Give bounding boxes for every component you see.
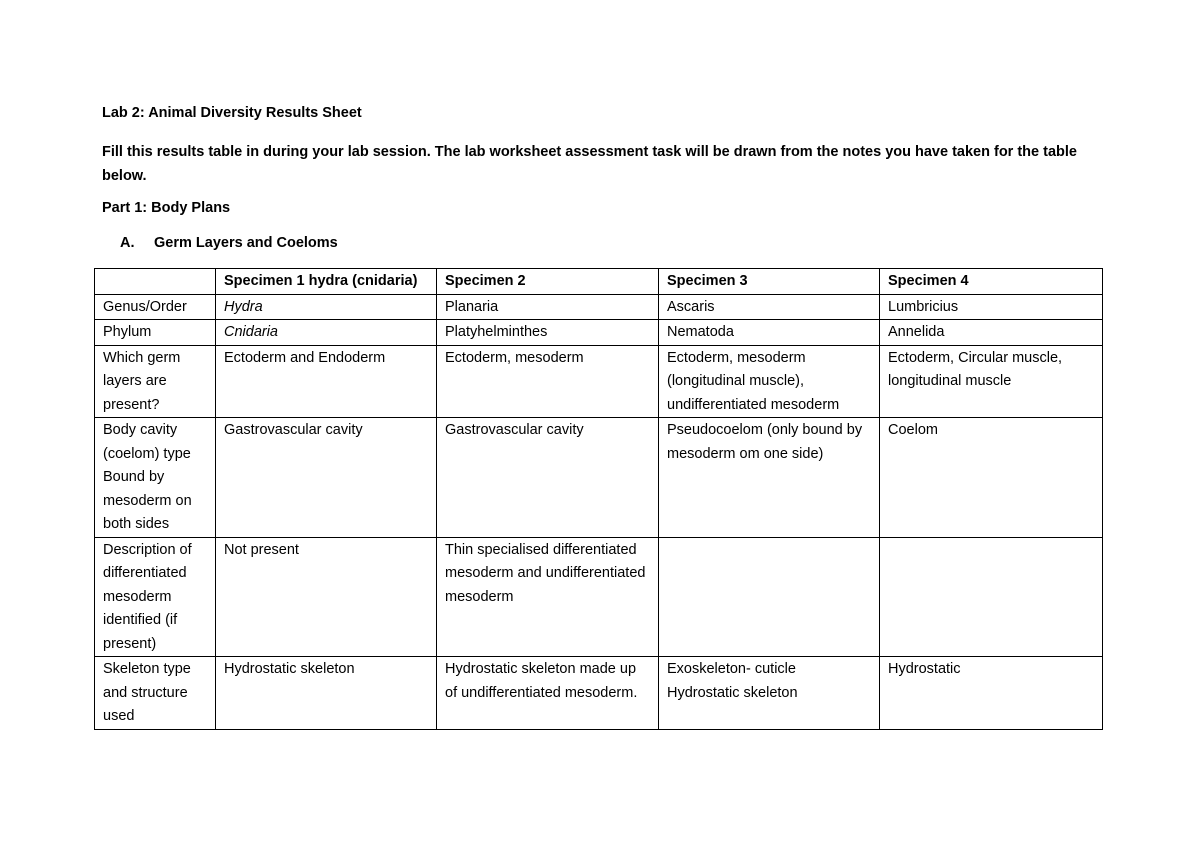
table-cell: Ectoderm, Circular muscle, longitudinal muscle [880,345,1103,418]
table-row-germ-layers [95,345,1103,418]
header-row [95,269,1103,295]
header-cell-blank [95,269,216,295]
header-cell-specimen-1: Specimen 1 hydra (cnidaria) [216,269,437,295]
part-heading: Part 1: Body Plans [102,200,231,216]
table-cell: Coelom [880,418,1103,538]
table-cell: Pseudocoelom (only bound by mesoderm om one side) [659,418,880,538]
intro-paragraph: Fill this results table in during your lab session. The lab worksheet assessment task will be drawn from the notes you have taken for the table below. [102,144,1077,184]
section-title: Germ Layers and Coeloms [154,235,338,251]
document-title: Lab 2: Animal Diversity Results Sheet [102,105,362,121]
row-label: Body cavity (coelom) type Bound by mesoderm on both sides [95,418,216,538]
row-label: Skeleton type and structure used [95,657,216,730]
row-label: Genus/Order [95,294,216,320]
header-cell-specimen-3: Specimen 3 [659,269,880,295]
table-cell: Hydrostatic [880,657,1103,730]
table-cell: Annelida [880,320,1103,346]
table-cell: Nematoda [659,320,880,346]
table-cell: Ectoderm and Endoderm [216,345,437,418]
section-letter: A. [120,235,135,251]
table-cell: Hydra [216,294,437,320]
table-cell [880,537,1103,657]
table-row-skeleton [95,657,1103,730]
row-label: Which germ layers are present? [95,345,216,418]
table-cell: Lumbricius [880,294,1103,320]
header-cell-specimen-2: Specimen 2 [437,269,659,295]
table-cell: Ectoderm, mesoderm (longitudinal muscle), undifferentiated mesoderm [659,345,880,418]
table-row-body-cavity [95,418,1103,538]
table-cell [659,537,880,657]
table-cell: Ectoderm, mesoderm [437,345,659,418]
results-table [94,268,1103,730]
table-row-mesoderm-description [95,537,1103,657]
row-label: Phylum [95,320,216,346]
table-cell: Hydrostatic skeleton made up of undifferentiated mesoderm. [437,657,659,730]
table-cell: Not present [216,537,437,657]
table-cell: Ascaris [659,294,880,320]
header-cell-specimen-4: Specimen 4 [880,269,1103,295]
table-cell: Planaria [437,294,659,320]
table-cell: Cnidaria [216,320,437,346]
table-cell: Thin specialised differentiated mesoderm and undifferentiated mesoderm [437,537,659,657]
table-cell: Gastrovascular cavity [437,418,659,538]
table-cell: Hydrostatic skeleton [216,657,437,730]
table-cell: Gastrovascular cavity [216,418,437,538]
table-row-phylum [95,320,1103,346]
table-cell: Exoskeleton- cuticle Hydrostatic skeleton [659,657,880,730]
table-cell: Platyhelminthes [437,320,659,346]
row-label: Description of differentiated mesoderm identified (if present) [95,537,216,657]
table-row-genus [95,294,1103,320]
section-heading [120,235,338,251]
